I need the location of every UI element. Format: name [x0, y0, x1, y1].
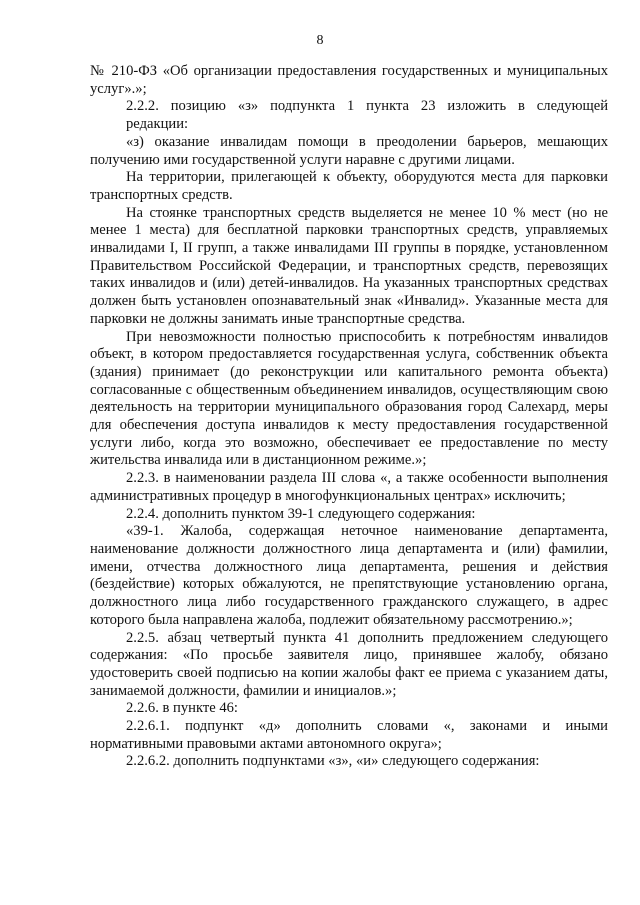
paragraph-2-2-3: 2.2.3. в наименовании раздела III слова «, а также особенности выполнения административных процедур в многофункциональных центрах» исключить;	[90, 470, 608, 504]
paragraph-2-2-2-cont: редакции:	[126, 116, 189, 133]
paragraph-2-2-5: 2.2.5. абзац четвертый пункта 41 дополнить предложением следующего содержания: «По просьбе заявителя лицо, принявшее жалобу, обязано удостоверить своей подписью на копии жалобы факт ее приема с указанием даты, занимаемой должности, фамилии и инициалов.»;	[90, 629, 608, 699]
paragraph-parking-territory: На территории, прилегающей к объекту, оборудуются места для парковки транспортных средств.	[90, 169, 608, 203]
paragraph-item-39-1: «39-1. Жалоба, содержащая неточное наименование департамента, наименование должности должностного лица департамента и (или) фамилии, имени, отчества должностного лица департамента, решения и действия (бездействие) которых обжалуются, не препятствующие установлению органа, должностного лица либо государственного гражданского служащего, в адрес которого была направлена жалоба, подлежит обязательному рассмотрению.»;	[90, 523, 608, 628]
paragraph-parking-spots: На стоянке транспортных средств выделяется не менее 10 % мест (но не менее 1 места) для бесплатной парковки транспортных средств, управляемых инвалидами I, II групп, а также инвалидами III группы в порядке, установленном Правительством Российской Федерации, и транспортных средств, перевозящих таких инвалидов и (или) детей-инвалидов. На указанных транспортных средствах должен быть установлен опознавательный знак «Инвалид». Указанные места для парковки не должны занимать иные транспортные средства.	[90, 204, 608, 327]
paragraph-2-2-6: 2.2.6. в пункте 46:	[126, 700, 238, 717]
page-number: 8	[316, 33, 324, 48]
paragraph-law-reference: № 210-ФЗ «Об организации предоставления государственных и муниципальных услуг».»;	[90, 63, 608, 97]
paragraph-accessibility-measures: При невозможности полностью приспособить к потребностям инвалидов объект, в котором предоставляется государственная услуга, собственник объекта (здания) принимает (до реконструкции или капитального ремонта объекта) согласованные с общественным объединением инвалидов, осуществляющим свою деятельность на территории муниципального образования город Салехард, меры для обеспечения доступа инвалидов к месту предоставления государственной услуги либо, когда это возможно, обеспечивает ее предоставление по месту жительства инвалида или в дистанционном режиме.»;	[90, 328, 608, 469]
document-body	[90, 63, 608, 771]
paragraph-subitem-z: «з) оказание инвалидам помощи в преодолении барьеров, мешающих получению ими государственной услуги наравне с другими лицами.	[90, 133, 608, 168]
paragraph-2-2-6-1: 2.2.6.1. подпункт «д» дополнить словами «, законами и иными нормативными правовыми актами автономного округа»;	[90, 718, 608, 752]
paragraph-2-2-4: 2.2.4. дополнить пунктом 39-1 следующего содержания:	[126, 505, 476, 522]
paragraph-2-2-6-2: 2.2.6.2. дополнить подпунктами «з», «и» следующего содержания:	[126, 753, 540, 770]
paragraph-2-2-2: 2.2.2. позицию «з» подпункта 1 пункта 23 изложить в следующей	[126, 98, 608, 115]
